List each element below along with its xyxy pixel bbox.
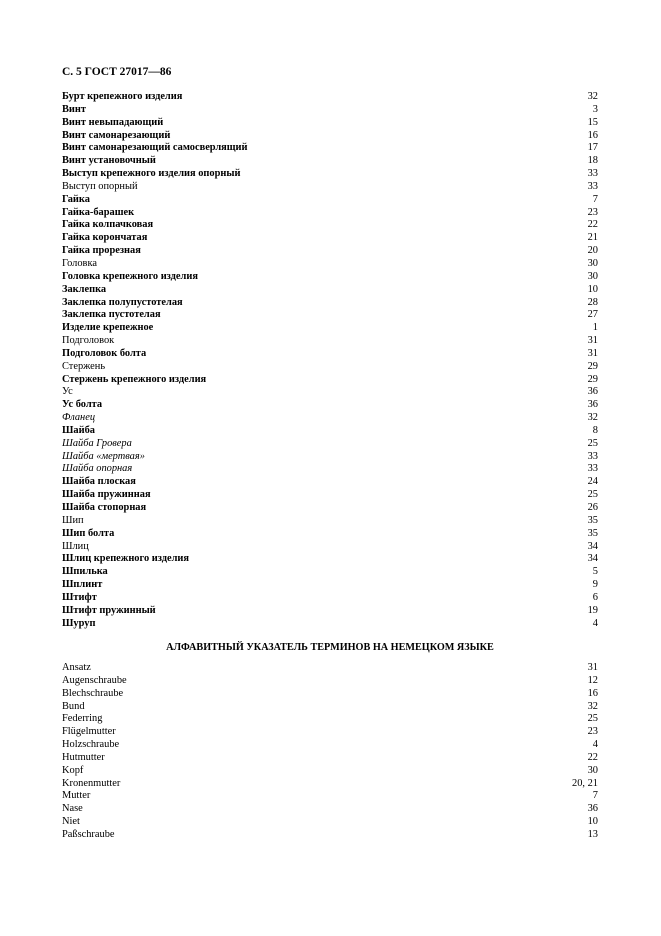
- index-entry: [62, 489, 598, 502]
- index-term-number: 35: [587, 527, 598, 539]
- index-term: Выступ опорный: [62, 180, 138, 192]
- index-term-number: 9: [592, 579, 598, 591]
- index-term: Фланец: [62, 412, 96, 424]
- index-term: Шайба плоская: [62, 476, 136, 488]
- index-term-number: 21: [587, 232, 598, 244]
- index-entry: [62, 245, 598, 258]
- index-entry: [62, 322, 598, 335]
- index-term-number: 32: [587, 700, 598, 712]
- index-term-number: 30: [587, 764, 598, 776]
- index-term: Гайка: [62, 193, 90, 205]
- index-entry: [62, 181, 598, 194]
- index-term-number: 10: [587, 283, 598, 295]
- index-entry: [62, 130, 598, 143]
- index-term: Nase: [62, 803, 83, 815]
- index-entry: [62, 553, 598, 566]
- index-term: Гайка колпачковая: [62, 219, 154, 231]
- index-entry: [62, 194, 598, 207]
- index-term: Augenschraube: [62, 674, 127, 686]
- index-entry: [62, 778, 598, 791]
- index-term-number: 32: [587, 91, 598, 102]
- index-term: Стержень крепежного изделия: [62, 373, 207, 385]
- index-term: Винт самонарезающий самосверлящий: [62, 142, 248, 154]
- index-term: Mutter: [62, 790, 91, 802]
- index-term-number: 30: [587, 270, 598, 282]
- index-term: Подголовок: [62, 335, 115, 347]
- index-term: Винт невыпадающий: [62, 116, 164, 128]
- index-term-number: 25: [587, 489, 598, 501]
- index-term-number: 5: [592, 566, 598, 578]
- index-term: Шип болта: [62, 527, 115, 539]
- index-term-number: 24: [587, 476, 598, 488]
- index-entry: [62, 502, 598, 515]
- index-entry: [62, 399, 598, 412]
- index-term-number: 17: [587, 142, 598, 154]
- index-term-number: 33: [587, 180, 598, 192]
- index-entry: [62, 361, 598, 374]
- index-term: Paßschraube: [62, 828, 115, 840]
- index-entry: [62, 412, 598, 425]
- index-entry: [62, 528, 598, 541]
- index-entry: [62, 688, 598, 701]
- russian-term-index: [62, 91, 598, 630]
- index-term: Kronenmutter: [62, 777, 121, 789]
- index-term: Hutmutter: [62, 751, 105, 763]
- index-term: Шлиц: [62, 540, 89, 552]
- index-entry: [62, 271, 598, 284]
- index-term-number: 16: [587, 129, 598, 141]
- index-entry: [62, 284, 598, 297]
- index-term: Шпилька: [62, 566, 108, 578]
- index-term-number: 31: [587, 662, 598, 673]
- index-entry: [62, 335, 598, 348]
- index-entry: [62, 142, 598, 155]
- index-term-number: 12: [587, 674, 598, 686]
- index-entry: [62, 675, 598, 688]
- index-term-number: 18: [587, 155, 598, 167]
- index-term-number: 28: [587, 296, 598, 308]
- index-term-number: 34: [587, 553, 598, 565]
- index-term: Винт установочный: [62, 155, 156, 167]
- index-term: Niet: [62, 816, 80, 828]
- index-entry: [62, 309, 598, 322]
- index-term: Гайка-барашек: [62, 206, 135, 218]
- index-entry: [62, 155, 598, 168]
- index-entry: [62, 739, 598, 752]
- index-term-number: 31: [587, 347, 598, 359]
- index-term: Ус: [62, 386, 73, 398]
- index-term-number: 16: [587, 687, 598, 699]
- index-term-number: 32: [587, 412, 598, 424]
- index-term-number: 35: [587, 514, 598, 526]
- index-entry: [62, 297, 598, 310]
- index-term-number: 36: [587, 803, 598, 815]
- index-entry: [62, 752, 598, 765]
- german-term-index: [62, 662, 598, 842]
- index-term-number: 19: [587, 604, 598, 616]
- index-term: Заклепка полупустотелая: [62, 296, 183, 308]
- index-term-number: 20: [587, 245, 598, 257]
- index-term: Головка: [62, 257, 97, 269]
- index-entry: [62, 348, 598, 361]
- index-term-number: 7: [592, 193, 598, 205]
- page-header: С. 5 ГОСТ 27017—86: [62, 66, 172, 78]
- index-entry: [62, 438, 598, 451]
- index-term-number: 33: [587, 463, 598, 475]
- index-entry: [62, 541, 598, 554]
- index-entry: [62, 618, 598, 631]
- index-entry: [62, 168, 598, 181]
- index-entry: [62, 219, 598, 232]
- index-entry: [62, 258, 598, 271]
- index-term: Holzschraube: [62, 739, 120, 751]
- index-term-number: 25: [587, 713, 598, 725]
- index-term-number: 22: [587, 219, 598, 231]
- index-term-number: 15: [587, 116, 598, 128]
- index-entry: [62, 476, 598, 489]
- index-term-number: 1: [592, 322, 598, 334]
- index-entry: [62, 566, 598, 579]
- index-term: Шайба опорная: [62, 463, 133, 475]
- index-term-number: 4: [592, 617, 598, 629]
- index-term: Шлиц крепежного изделия: [62, 553, 190, 565]
- index-term-number: 29: [587, 360, 598, 372]
- index-term-number: 30: [587, 257, 598, 269]
- index-term: Изделие крепежное: [62, 322, 154, 334]
- index-term: Заклепка: [62, 283, 107, 295]
- index-entry: [62, 232, 598, 245]
- index-entry: [62, 91, 598, 104]
- index-term-number: 34: [587, 540, 598, 552]
- index-term: Гайка корончатая: [62, 232, 148, 244]
- index-term-number: 27: [587, 309, 598, 321]
- index-entry: [62, 207, 598, 220]
- index-term-number: 36: [587, 399, 598, 411]
- index-entry: [62, 713, 598, 726]
- index-entry: [62, 451, 598, 464]
- index-entry: [62, 605, 598, 618]
- index-term: Штифт пружинный: [62, 604, 156, 616]
- index-term: Шайба Гровера: [62, 437, 132, 449]
- index-term: Винт самонарезающий: [62, 129, 171, 141]
- index-entry: [62, 701, 598, 714]
- index-term: Шплинт: [62, 579, 103, 591]
- index-term: Выступ крепежного изделия опорный: [62, 168, 241, 180]
- index-entry: [62, 765, 598, 778]
- index-term-number: 29: [587, 373, 598, 385]
- index-term-number: 31: [587, 335, 598, 347]
- index-term-number: 33: [587, 168, 598, 180]
- index-term: Винт: [62, 103, 87, 115]
- index-term: Шайба: [62, 424, 95, 436]
- index-term: Flügelmutter: [62, 726, 116, 738]
- index-term: Штифт: [62, 591, 97, 603]
- index-term-number: 22: [587, 751, 598, 763]
- index-term: Шайба пружинная: [62, 489, 151, 501]
- index-entry: [62, 816, 598, 829]
- index-entry: [62, 803, 598, 816]
- index-term: Бурт крепежного изделия: [62, 91, 183, 102]
- index-term: Стержень: [62, 360, 106, 372]
- index-term-number: 13: [587, 828, 598, 840]
- index-entry: [62, 425, 598, 438]
- index-term: Головка крепежного изделия: [62, 270, 198, 282]
- index-entry: [62, 104, 598, 117]
- index-term: Federring: [62, 713, 103, 725]
- index-entry: [62, 117, 598, 130]
- index-term-number: 33: [587, 450, 598, 462]
- index-entry: [62, 463, 598, 476]
- index-entry: [62, 579, 598, 592]
- index-term: Шайба стопорная: [62, 502, 147, 513]
- index-entry: [62, 790, 598, 803]
- index-term-number: 3: [592, 103, 598, 115]
- index-term-number: 23: [587, 726, 598, 738]
- index-entry: [62, 829, 598, 842]
- index-term-number: 20, 21: [572, 777, 598, 789]
- index-term-number: 23: [587, 206, 598, 218]
- index-term: Подголовок болта: [62, 347, 147, 359]
- index-entry: [62, 374, 598, 387]
- index-term-number: 4: [592, 739, 598, 751]
- index-term-number: 10: [587, 816, 598, 828]
- german-index-title: АЛФАВИТНЫЙ УКАЗАТЕЛЬ ТЕРМИНОВ НА НЕМЕЦКОМ ЯЗЫКЕ: [166, 642, 494, 653]
- index-term-number: 25: [587, 437, 598, 449]
- index-entry: [62, 386, 598, 399]
- index-term-number: 6: [592, 591, 598, 603]
- index-term: Заклепка пустотелая: [62, 309, 161, 321]
- index-entry: [62, 515, 598, 528]
- index-term: Шип: [62, 514, 84, 526]
- index-term-number: 36: [587, 386, 598, 398]
- index-entry: [62, 592, 598, 605]
- index-term-number: 7: [592, 790, 598, 802]
- index-term: Bund: [62, 700, 85, 712]
- index-term-number: 26: [587, 502, 598, 513]
- index-entry: [62, 726, 598, 739]
- index-term: Ус болта: [62, 399, 103, 411]
- index-term: Шуруп: [62, 617, 96, 629]
- index-term: Kopf: [62, 764, 84, 776]
- index-term: Гайка прорезная: [62, 245, 141, 257]
- index-term: Ansatz: [62, 662, 91, 673]
- index-entry: [62, 662, 598, 675]
- index-term: Шайба «мертвая»: [62, 450, 145, 462]
- index-term-number: 8: [592, 424, 598, 436]
- index-term: Blechschraube: [62, 687, 124, 699]
